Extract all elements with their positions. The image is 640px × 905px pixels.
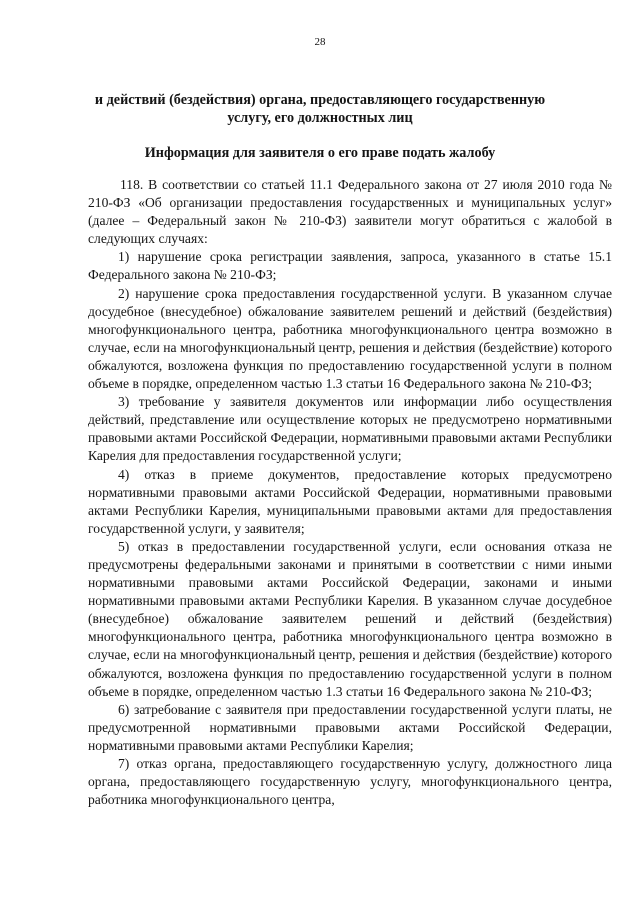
list-item-2: 2) нарушение срока предоставления государственной услуги. В указанном случае досудебное (внесудебное) обжалование заявителем решений и действий (бездействия) многофункционального центра, работника многофункционального центра возможно в случае, если на многофункциональный центр, решения и действия (бездействие) которого обжалуются, возложена функция по предоставлению государственной услуги в полном объеме в порядке, определенном частью 1.3 статьи 16 Федерального закона № 210-ФЗ; [88, 285, 612, 392]
section-heading [0, 91, 640, 127]
section-heading-line-2: услугу, его должностных лиц [227, 110, 413, 126]
list-item-3: 3) требование у заявителя документов или информации либо осуществления действий, представление или осуществление которых не предусмотрено нормативными правовыми актами Российской Федерации, нормативными правовыми актами Республики Карелия для предоставления государственной услуги; [88, 394, 612, 464]
list-item-1: 1) нарушение срока регистрации заявления, запроса, указанного в статье 15.1 Федерального закона № 210-ФЗ; [88, 249, 612, 283]
section-heading-line-1: и действий (бездействия) органа, предоставляющего государственную [94, 92, 546, 108]
paragraph-118: 118. В соответствии со статьей 11.1 Федерального закона от 27 июля 2010 года № 210-ФЗ «Об организации предоставления государственных и муниципальных услуг» (далее – Федеральный закон № 210-ФЗ) заявители могут обратиться с жалобой в следующих случаях: [88, 177, 612, 247]
list-item-5: 5) отказ в предоставлении государственной услуги, если основания отказа не предусмотрены федеральными законами и принятыми в соответствии с ними иными нормативными правовыми актами Российской Федерации, законами и иными нормативными правовыми актами Республики Карелия. В указанном случае досудебное (внесудебное) обжалование заявителем решений и действий (бездействия) многофункционального центра, работника многофункционального центра возможно в случае, если на многофункциональный центр, решения и действия (бездействие) которого обжалуются, возложена функция по предоставлению государственной услуги в полном объеме в порядке, определенном частью 1.3 статьи 16 Федерального закона № 210-ФЗ; [88, 538, 612, 699]
list-item-6: 6) затребование с заявителя при предоставлении государственной услуги платы, не предусмотренной нормативными правовыми актами Российской Федерации, нормативными правовыми актами Республики Карелия; [88, 701, 612, 753]
list-item-7: 7) отказ органа, предоставляющего государственную услугу, должностного лица органа, предоставляющего государственную услугу, многофункционального центра, работника многофункционального центра, [88, 756, 612, 808]
document-body [88, 176, 612, 809]
list-item-4: 4) отказ в приеме документов, предоставление которых предусмотрено нормативными правовыми актами Российской Федерации, нормативными правовыми актами Республики Карелия, муниципальными правовыми актами для предоставления государственной услуги, у заявителя; [88, 466, 612, 536]
subsection-heading: Информация для заявителя о его праве подать жалобу [144, 145, 496, 161]
page-number: 28 [314, 36, 326, 48]
